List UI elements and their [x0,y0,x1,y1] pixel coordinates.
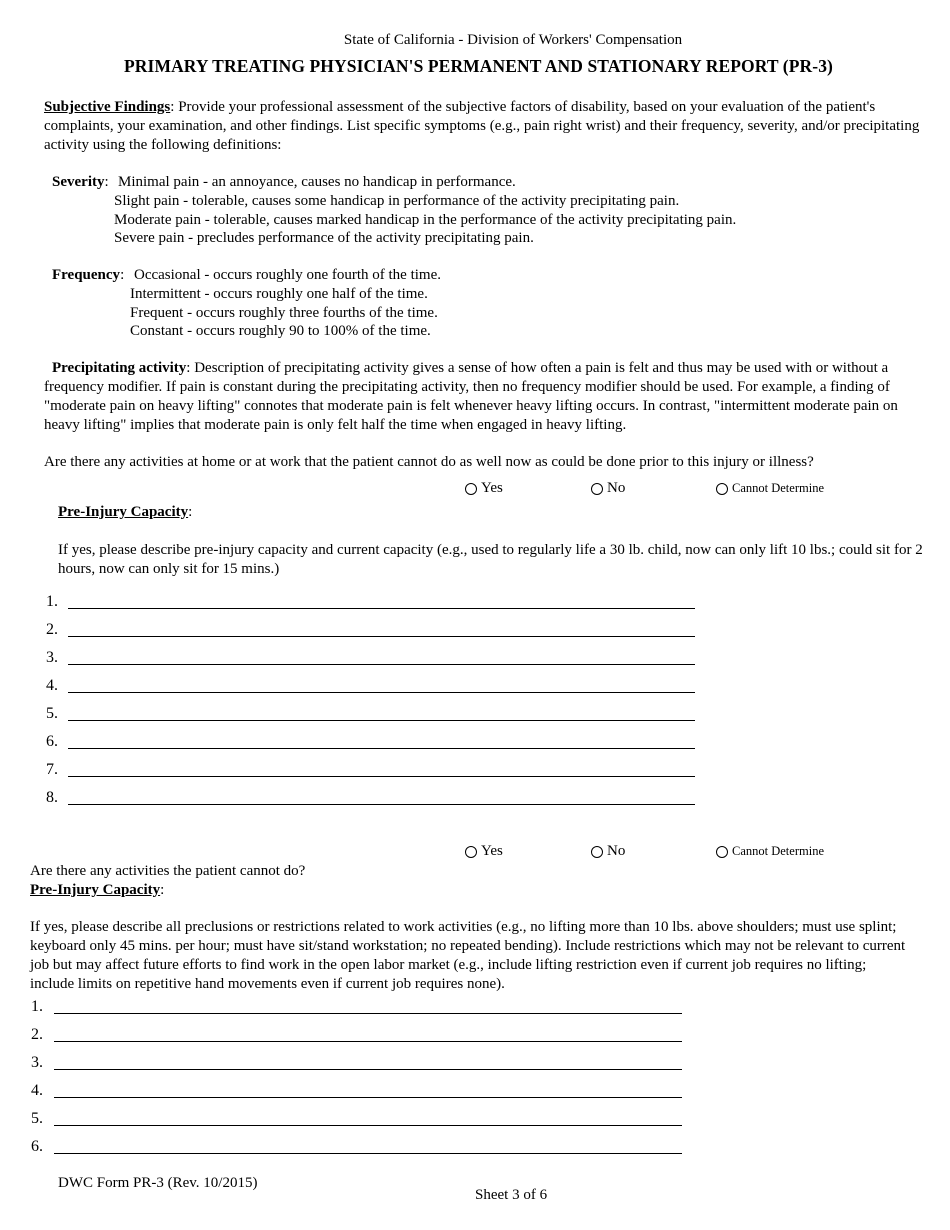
capacity-line-fill-line[interactable] [68,720,695,721]
restriction-line-fill-line[interactable] [54,1097,682,1098]
restriction-line-number: 4. [31,1082,43,1099]
radio-no[interactable]: No [591,479,625,498]
severity-item: Minimal pain - an annoyance, causes no handicap in performance. [118,174,516,190]
pre-injury-instructions: If yes, please describe pre-injury capacity and current capacity (e.g., used to regularly life a 30 lb. child, now can only lift 10 lbs.; could sit for 2 hours, now can only sit for 15 mins.) [58,542,923,577]
frequency-label: Frequency [52,267,121,283]
capacity-line-fill-line[interactable] [68,776,695,777]
subjective-findings-text: : Provide your professional assessment of the subjective factors of disability, based on your evaluation of the patient's complaints, your examination, and other findings. List specific symptoms (e.g., pain right wrist) and their frequency, severity, and/or precipitating activity using the following definitions: [44,99,920,153]
subjective-findings-label: Subjective Findings [44,99,171,115]
restriction-line-fill-line[interactable] [54,1013,682,1014]
capacity-line-number: 7. [46,761,58,778]
restriction-line-number: 1. [31,998,43,1015]
restriction-line-fill-line[interactable] [54,1069,682,1070]
restriction-line-number: 5. [31,1110,43,1127]
sheet-number: Sheet 3 of 6 [475,1187,548,1203]
radio-circle-icon[interactable] [591,846,603,858]
pre-injury-capacity-heading-2: Pre-Injury Capacity: [30,882,165,898]
capacity-line-number: 1. [46,593,58,610]
severity-item: Slight pain - tolerable, causes some handicap in performance of the activity precipitating pain. [114,193,680,209]
severity-label: Severity [52,174,105,190]
capacity-line-fill-line[interactable] [68,664,695,665]
severity-item: Severe pain - precludes performance of the activity precipitating pain. [114,230,534,246]
radio-circle-icon[interactable] [716,483,728,495]
form-id: DWC Form PR-3 (Rev. 10/2015) [58,1175,258,1191]
radio-cannot-determine[interactable]: Cannot Determine [716,479,824,498]
form-title: PRIMARY TREATING PHYSICIAN'S PERMANENT AND STATIONARY REPORT (PR-3) [124,56,833,76]
capacity-line-number: 6. [46,733,58,750]
precipitating-label: Precipitating activity [52,360,187,376]
frequency-item: Constant - occurs roughly 90 to 100% of the time. [130,323,431,339]
radio-no[interactable]: No [591,842,625,861]
severity-item: Moderate pain - tolerable, causes marked handicap in the performance of the activity precipitating pain. [114,212,737,228]
capacity-line-number: 4. [46,677,58,694]
frequency-item: Frequent - occurs roughly three fourths of the time. [130,305,438,321]
capacity-line-number: 8. [46,789,58,806]
radio-circle-icon[interactable] [465,483,477,495]
agency-header: State of California - Division of Workers' Compensation [343,32,683,48]
radio-circle-icon[interactable] [465,846,477,858]
subjective-findings-paragraph [44,98,924,155]
capacity-line-fill-line[interactable] [68,748,695,749]
radio-yes[interactable]: Yes [465,842,503,861]
question-activities-home-work: Are there any activities at home or at work that the patient cannot do as well now as could be done prior to this injury or illness? [44,454,814,470]
restriction-line-fill-line[interactable] [54,1041,682,1042]
restrictions-instructions: If yes, please describe all preclusions or restrictions related to work activities (e.g., no lifting more than 10 lbs. above shoulders; must use splint; keyboard only 45 mins. per hour; must have sit/stand workstation; no repeated bending). Include restrictions which may not be relevant to current job but may affect future efforts to find work in the open labor market (e.g., include lifting restriction even if current job requires no lifting; include limits on repetitive hand movements even if current job requires none). [30,919,906,992]
radio-yes[interactable]: Yes [465,479,503,498]
capacity-line-fill-line[interactable] [68,692,695,693]
precipitating-text: : Description of precipitating activity gives a sense of how often a pain is felt and thus may be used with or without a frequency modifier. If pain is constant during the precipitating activity, then no frequency modifier should be used. For example, a finding of "moderate pain on heavy lifting" connotes that moderate pain is felt whenever heavy lifting occurs. In contrast, "intermittent moderate pain on heavy lifting" implies that moderate pain is only felt half the time when engaged in heavy lifting. [44,360,898,433]
pre-injury-capacity-heading: Pre-Injury Capacity: [58,504,193,520]
capacity-line-number: 2. [46,621,58,638]
frequency-item: Occasional - occurs roughly one fourth of the time. [134,267,441,283]
restriction-line-number: 2. [31,1026,43,1043]
radio-circle-icon[interactable] [591,483,603,495]
capacity-line-number: 3. [46,649,58,666]
radio-group-q1 [0,479,950,499]
frequency-item: Intermittent - occurs roughly one half of the time. [130,286,428,302]
frequency-block: Frequency: [52,267,132,283]
restriction-line-fill-line[interactable] [54,1125,682,1126]
capacity-line-fill-line[interactable] [68,608,695,609]
capacity-line-number: 5. [46,705,58,722]
radio-group-q2 [0,842,950,862]
restriction-line-number: 6. [31,1138,43,1155]
capacity-line-fill-line[interactable] [68,636,695,637]
restriction-line-fill-line[interactable] [54,1153,682,1154]
severity-block: Severity: [52,174,117,190]
radio-cannot-determine[interactable]: Cannot Determine [716,842,824,861]
restriction-line-number: 3. [31,1054,43,1071]
capacity-line-fill-line[interactable] [68,804,695,805]
question-activities-cannot-do: Are there any activities the patient cannot do? [30,863,306,879]
radio-circle-icon[interactable] [716,846,728,858]
precipitating-paragraph [44,359,924,435]
